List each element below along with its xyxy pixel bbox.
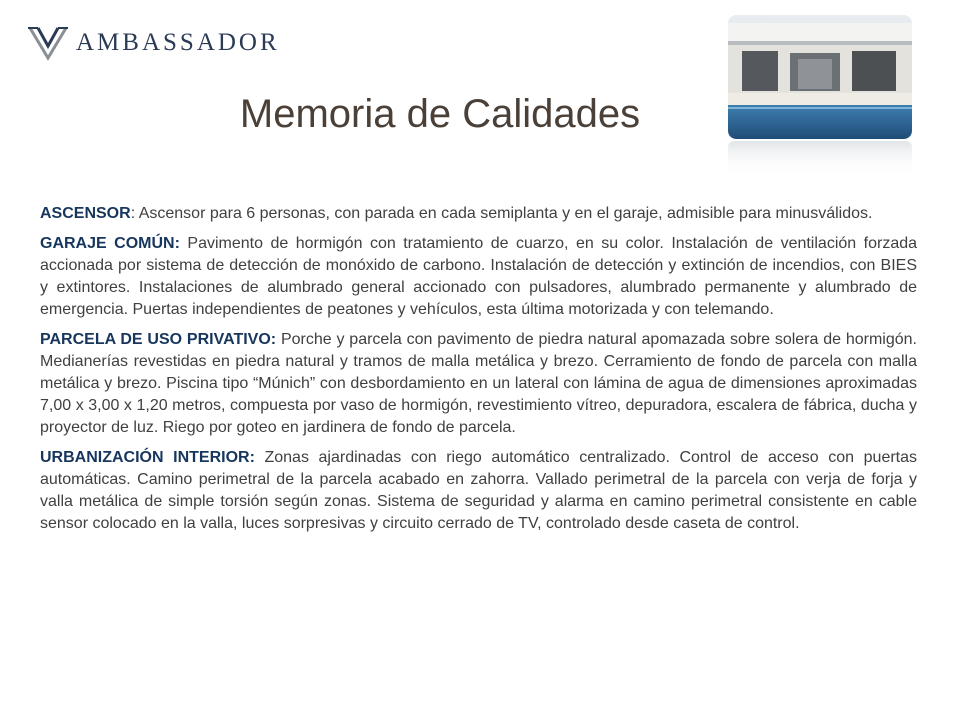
section-term: URBANIZACIÓN INTERIOR: <box>40 449 255 466</box>
section-term: PARCELA DE USO PRIVATIVO: <box>40 331 277 348</box>
qualities-list <box>40 203 917 543</box>
section-text: Pavimento de hormigón con tratamiento de cuarzo, en su color. Instalación de ventilación forzada accionada por sistema de detección de monóxido de carbono. Instalación de detección y extinción de incendios, con BIES y extintores. Instalaciones de alumbrado general accionado con pulsadores, alumbrado permanente y alumbrado de emergencia. Puertas independientes de peatones y vehículos, esta última motorizada y con telemando. <box>40 235 918 318</box>
villa-pool-photo <box>728 15 912 175</box>
section-ascensor <box>40 203 917 225</box>
section-text: : Ascensor para 6 personas, con parada en cada semiplanta y en el garaje, admisible para minusválidos. <box>130 205 873 222</box>
section-text: Zonas ajardinadas con riego automático centralizado. Control de acceso con puertas automáticas. Camino perimetral de la parcela acabado en zahorra. Vallado perimetral de la parcela con verja de forja y valla metálica de simple torsión según zonas. Sistema de seguridad y alarma en camino perimetral consistente en cable sensor colocado en la valla, luces sorpresivas y circuito cerrado de TV, controlado desde caseta de control. <box>40 449 918 532</box>
section-text: Porche y parcela con pavimento de piedra natural apomazada sobre solera de hormigón. Medianerías revestidas en piedra natural y tramos de malla metálica y brezo. Cerramiento de fondo de parcela con malla metálica y brezo. Piscina tipo “Múnich” con desbordamiento en un lateral con lámina de agua de dimensiones aproximadas 7,00 x 3,00 x 1,20 metros, compuesta por vaso de hormigón, revestimiento vítreo, depuradora, escalera de fábrica, ducha y proyector de luz. Riego por goteo en jardinera de fondo de parcela. <box>40 331 918 436</box>
section-parcela <box>40 329 917 439</box>
photo-reflection <box>728 141 912 177</box>
villa-pool-photo-icon <box>728 15 912 139</box>
section-term: ASCENSOR <box>40 205 131 222</box>
section-term: GARAJE COMÚN: <box>40 235 180 252</box>
brand-logo <box>26 22 280 62</box>
section-urbanizacion <box>40 447 917 535</box>
brand-name: AMBASSADOR <box>76 28 280 56</box>
page-title: Memoria de Calidades <box>239 92 641 136</box>
section-garaje <box>40 233 917 321</box>
ambassador-logo-icon <box>26 22 70 62</box>
